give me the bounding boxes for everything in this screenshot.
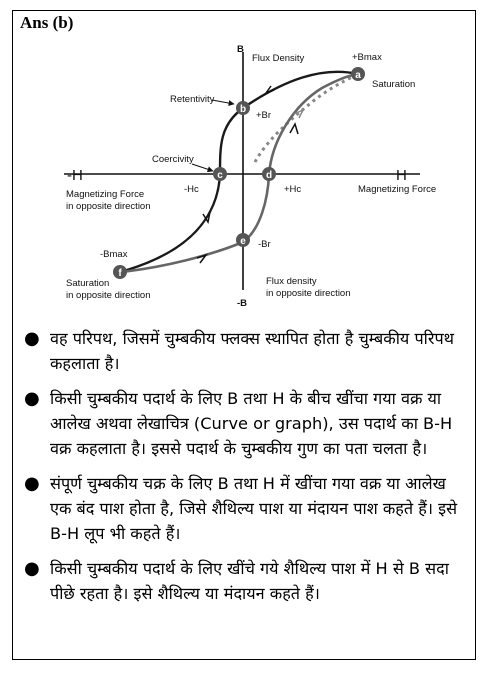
coercivity-pointer [192, 164, 213, 171]
list-item [24, 386, 472, 461]
svg-text:a: a [355, 70, 361, 81]
arrow-right-up [290, 124, 298, 134]
flux-opp-line1: Flux density [266, 276, 317, 287]
list-item-text: वह परिपथ, जिसमें चुम्बकीय फ्लक्स स्थापित होता है चुम्बकीय परिपथ कहलाता है। [50, 329, 454, 373]
list-item [24, 556, 472, 606]
point-e [236, 233, 250, 247]
svg-text:c: c [217, 170, 223, 181]
list-item [24, 471, 472, 546]
saturation-label: Saturation [372, 79, 416, 90]
magnetizing-force-opp-line2: in opposite direction [66, 201, 151, 212]
bullet-icon: ● [24, 558, 40, 579]
retentivity-pointer [212, 100, 234, 104]
bmax-pos-label: +Bmax [352, 52, 382, 63]
point-b [236, 101, 250, 115]
svg-text:d: d [265, 170, 273, 181]
svg-text:e: e [240, 236, 246, 247]
h-pos-axis-label: H [396, 167, 407, 184]
hc-pos-label: +Hc [284, 184, 302, 195]
bmax-neg-label: -Bmax [100, 249, 128, 260]
explanation-list [24, 326, 472, 616]
bullet-icon: ● [24, 328, 40, 349]
br-neg-label: -Br [258, 239, 271, 250]
bh-hysteresis-diagram [22, 40, 462, 310]
hc-neg-label: -Hc [184, 184, 199, 195]
saturation-opp-line1: Saturation [66, 278, 110, 289]
point-c [213, 167, 227, 181]
flux-opp-line2: in opposite direction [266, 288, 351, 299]
list-item-text: किसी चुम्बकीय पदार्थ के लिए खींचे गये शैथिल्य पाश में H से B सदा पीछे रहता है। इसे शैथिल्य या मंदायन कहते हैं। [50, 559, 449, 603]
retentivity-label: Retentivity [170, 94, 215, 105]
saturation-opp-line2: in opposite direction [66, 290, 151, 301]
list-item-text: संपूर्ण चुम्बकीय चक्र के लिए B तथा H में खींचा गया वक्र या आलेख एक बंद पाश होता है, जिसे शैथिल्य पाश या मंदायन पाश कहते हैं। इसे B-H लूप भी कहते हैं। [50, 474, 458, 543]
bullet-icon: ● [24, 388, 40, 409]
h-neg-axis-label: -H [67, 167, 83, 184]
svg-text:f: f [118, 268, 122, 279]
svg-text:b: b [239, 104, 247, 115]
point-f [113, 265, 127, 279]
list-item [24, 326, 472, 376]
magnetizing-force-opp-line1: Magnetizing Force [66, 189, 145, 200]
b-axis-label: B [237, 44, 244, 55]
point-a [351, 67, 365, 81]
flux-density-label: Flux Density [252, 53, 305, 64]
point-d [262, 167, 276, 181]
br-pos-label: +Br [256, 110, 272, 121]
coercivity-label: Coercivity [152, 154, 194, 165]
magnetizing-force-label: Magnetizing Force [358, 184, 437, 195]
answer-label: Ans (b) [20, 13, 74, 32]
b-neg-axis-label: -B [237, 298, 248, 309]
list-item-text: किसी चुम्बकीय पदार्थ के लिए B तथा H के बीच खींचा गया वक्र या आलेख अथवा लेखाचित्र (Curve or graph), उस पदार्थ का B-H वक्र कहलाता है। इससे पदार्थ के चुम्बकीय गुण का पता चलता है। [50, 389, 453, 458]
bullet-icon: ● [24, 473, 40, 494]
